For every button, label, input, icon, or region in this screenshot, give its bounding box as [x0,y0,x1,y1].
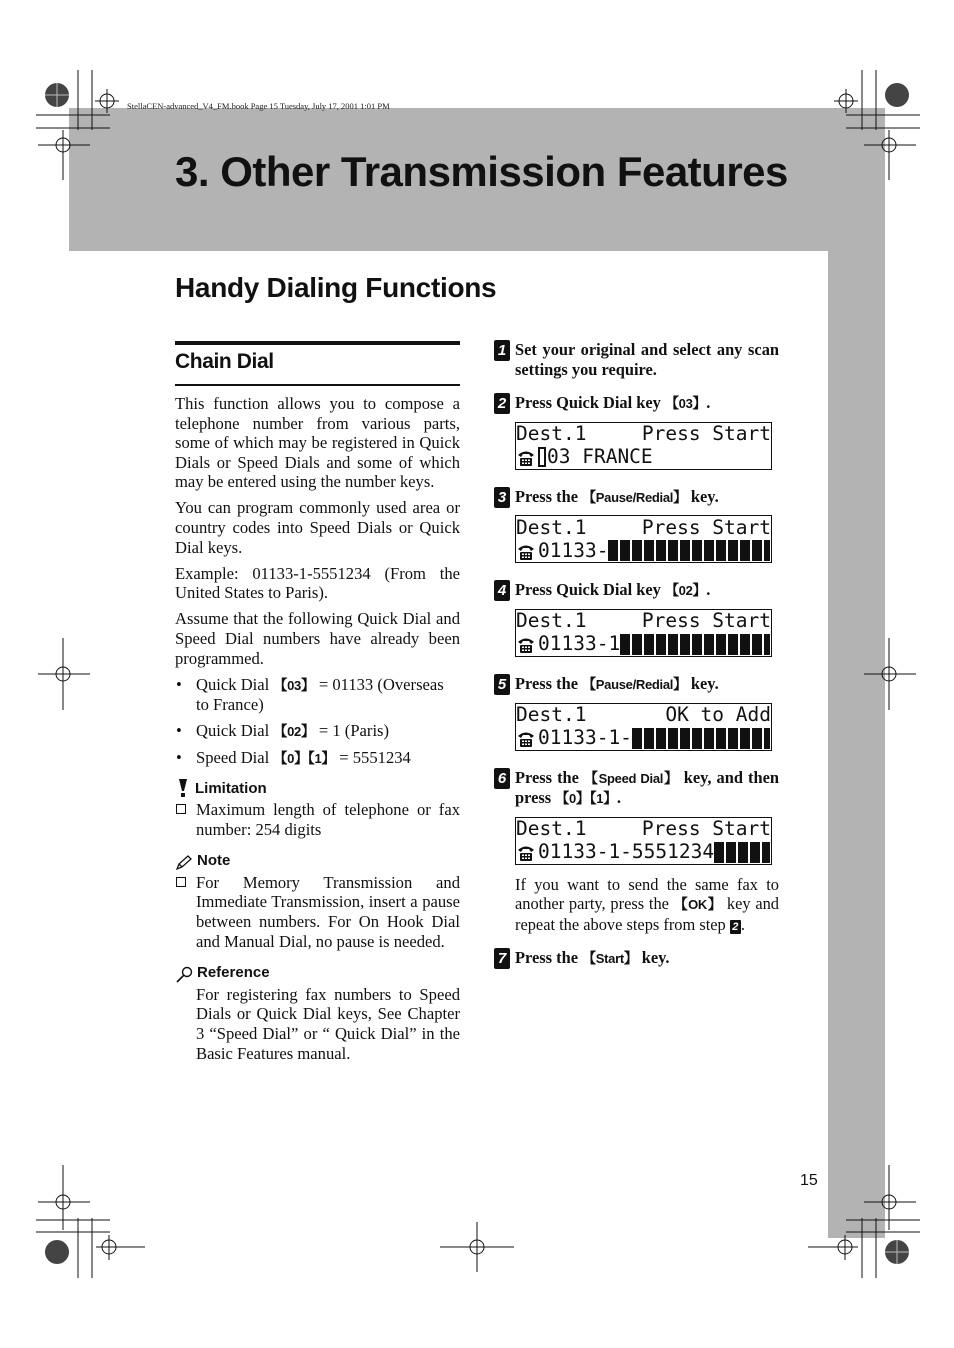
number-key: 【 1 】 [590,791,617,806]
subsection-title: Chain Dial [175,350,274,373]
example-paragraph: Example: 01133-1-5551234 (From the United States to Paris). [175,563,460,603]
limitation-item: Maximum length of telephone or fax number: 254 digits [175,800,460,839]
pencil-icon [175,855,193,871]
list-item: • Speed Dial 【 0 】【 1 】 = 5551234 [175,748,460,769]
lcd-display: Dest.1 Press Start 01133-1 [516,609,771,656]
quick-dial-key: 【 02 】 [273,724,314,739]
pause-redial-key: 【 Pause/Redial 】 [582,490,687,505]
number-key: 【 0 】 [555,791,589,806]
step-1: 1 Set your original and select any scan settings you require. [494,340,779,379]
number-key: 【 1 】 [308,751,335,766]
start-key: 【 Start 】 [582,951,638,966]
page-number: 15 [800,1172,818,1189]
section-title: Handy Dialing Functions [175,272,497,303]
step-number-badge: 2 [494,393,510,414]
phone-icon [516,728,536,748]
step-7: 7 Press the 【 Start 】 key. [494,948,779,969]
note-item: For Memory Transmission and Immediate Transmission, insert a pause between numbers. For On Hook Dial and Manual Dial, no pause is needed. [175,873,460,951]
speed-dial-key: 【 Speed Dial 】 [584,771,679,786]
checkbox-bullet-icon [176,877,186,887]
exclamation-icon [175,778,191,798]
left-column [175,394,460,1063]
lcd-display: Dest.1 Press Start 01133- [516,515,771,562]
step-number-badge: 1 [494,340,510,361]
intro-paragraph: This function allows you to compose a telephone number from various parts, some of which may be registered in Quick Dials or Speed Dials and some of which may be entered using the number keys. [175,394,460,492]
lcd-fill-blocks [714,842,770,863]
lcd-fill-blocks [620,634,770,655]
quick-dial-key: 【 03 】 [273,678,314,693]
checkbox-bullet-icon [176,804,186,814]
programmed-list [175,675,460,768]
step-reference-badge: 2 [730,920,741,934]
step-number-badge: 5 [494,674,510,695]
phone-icon [516,447,536,467]
reference-heading: Reference [175,963,460,983]
step-5: 5 Press the 【 Pause/Redial 】 key. [494,674,779,695]
step-number-badge: 7 [494,948,510,969]
print-header-line: StellaCEN-advanced_V4_FM.book Page 15 Tuesday, July 17, 2001 1:01 PM [127,101,390,111]
quick-dial-key: 【 02 】 [665,583,706,598]
step-3: 3 Press the 【 Pause/Redial 】 key. [494,487,779,508]
pause-redial-key: 【 Pause/Redial 】 [582,677,687,692]
step-6: 6 Press the 【 Speed Dial 】 key, and then press 【 0 】【 1 】 . [494,768,779,809]
subsection-bottom-rule [175,384,460,386]
reference-text: For registering fax numbers to Speed Dials or Quick Dial keys, See Chapter 3 “Speed Dial” or “ Quick Dial” in the Basic Features manual. [196,984,460,1063]
assume-paragraph: Assume that the following Quick Dial and Speed Dial numbers have already been programmed. [175,609,460,668]
ok-key: 【 OK 】 [674,897,722,912]
phone-icon [516,842,536,862]
magnifier-icon [175,966,193,983]
step-4: 4 Press Quick Dial key 【 02 】 . [494,580,779,601]
number-key: 【 0 】 [273,751,307,766]
chapter-title: 3. Other Transmission Features [175,148,788,195]
lcd-display: Dest.1 Press Start 03 FRANCE [516,422,771,469]
quick-dial-key: 【 03 】 [665,396,706,411]
lcd-display: Dest.1 Press Start 01133-1-5551234 [516,817,771,864]
step-number-badge: 6 [494,768,510,789]
note-heading: Note [175,851,460,871]
repeat-instructions: If you want to send the same fax to another party, press the 【 OK 】 key and repeat the above steps from step 2 . [515,875,779,935]
step-number-badge: 3 [494,487,510,508]
phone-icon [516,634,536,654]
steps-column [494,340,779,968]
lcd-fill-blocks [608,540,770,561]
subsection-top-rule [175,341,460,345]
step-number-badge: 4 [494,580,510,601]
list-item: • Quick Dial 【 03 】 = 01133 (Overseas to France) [175,675,460,715]
lcd-display: Dest.1 OK to Add 01133-1- [516,703,771,750]
lcd-fill-blocks [632,728,770,749]
codes-paragraph: You can program commonly used area or country codes into Speed Dials or Quick Dial keys. [175,498,460,557]
step-2: 2 Press Quick Dial key 【 03 】 . [494,393,779,414]
phone-icon [516,541,536,561]
limitation-heading: Limitation [175,778,460,798]
cursor-icon [538,447,546,467]
list-item: • Quick Dial 【 02 】 = 1 (Paris) [175,721,460,742]
